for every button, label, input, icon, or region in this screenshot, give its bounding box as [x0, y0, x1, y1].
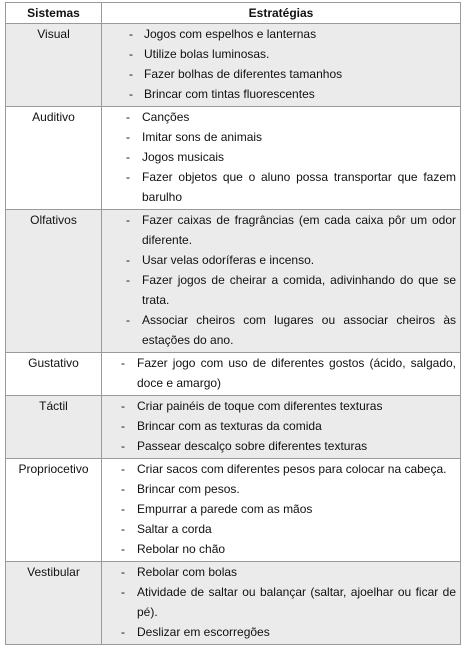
strategy-list: [102, 562, 460, 644]
bullet-dash-icon: -: [121, 625, 125, 639]
header-row: [6, 3, 461, 24]
bullet-dash-icon: -: [126, 213, 130, 227]
strategy-item: [126, 270, 456, 310]
strategy-item: [121, 353, 456, 393]
strategy-text: Fazer bolhas de diferentes tamanhos: [144, 67, 343, 81]
bullet-dash-icon: -: [121, 462, 125, 476]
system-name: Propriocetivo: [6, 459, 102, 562]
strategy-item: [121, 622, 456, 642]
bullet-dash-icon: -: [126, 110, 130, 124]
strategy-item: [121, 499, 456, 519]
bullet-dash-icon: -: [121, 585, 125, 599]
strategies-cell: [102, 459, 461, 562]
table-row: [6, 562, 461, 645]
strategy-item: [126, 167, 456, 207]
strategy-list: [102, 107, 460, 209]
strategy-text: Atividade de saltar ou balançar (saltar, ajoelhar ou ficar de pé).: [137, 585, 456, 619]
system-name: Táctil: [6, 396, 102, 459]
strategy-item: [121, 436, 456, 456]
bullet-dash-icon: -: [129, 47, 133, 61]
strategy-text: Criar painéis de toque com diferentes texturas: [137, 399, 383, 413]
table-row: [6, 107, 461, 210]
strategy-text: Imitar sons de animais: [142, 130, 263, 144]
strategy-text: Empurrar a parede com as mãos: [137, 502, 313, 516]
strategy-list: [102, 396, 460, 458]
strategy-text: Usar velas odoríferas e incenso.: [142, 253, 315, 267]
strategy-item: [121, 519, 456, 539]
strategy-item: [129, 64, 456, 84]
strategy-item: [126, 310, 456, 350]
table-row: [6, 396, 461, 459]
strategy-item: [121, 562, 456, 582]
strategy-item: [126, 250, 456, 270]
strategies-cell: [102, 24, 461, 107]
bullet-dash-icon: -: [121, 399, 125, 413]
strategy-text: Saltar a corda: [137, 522, 212, 536]
strategy-item: [129, 24, 456, 44]
bullet-dash-icon: -: [121, 356, 125, 370]
header-strategies: Estratégias: [102, 3, 461, 24]
bullet-dash-icon: -: [126, 170, 130, 184]
strategy-item: [126, 127, 456, 147]
strategy-text: Passear descalço sobre diferentes texturas: [137, 439, 368, 453]
table-row: [6, 210, 461, 353]
strategy-item: [121, 582, 456, 622]
system-name: Auditivo: [6, 107, 102, 210]
bullet-dash-icon: -: [121, 482, 125, 496]
strategy-text: Brincar com tintas fluorescentes: [144, 87, 315, 101]
system-name: Visual: [6, 24, 102, 107]
strategy-text: Rebolar no chão: [137, 542, 226, 556]
bullet-dash-icon: -: [121, 565, 125, 579]
strategy-text: Fazer jogos de cheirar a comida, adivinhando do que se trata.: [142, 273, 456, 307]
bullet-dash-icon: -: [121, 502, 125, 516]
bullet-dash-icon: -: [126, 150, 130, 164]
system-name: Gustativo: [6, 353, 102, 396]
strategy-text: Fazer jogo com uso de diferentes gostos (ácido, salgado, doce e amargo): [137, 356, 456, 390]
strategy-item: [126, 210, 456, 250]
strategy-list: [102, 24, 460, 106]
bullet-dash-icon: -: [129, 27, 133, 41]
bullet-dash-icon: -: [129, 67, 133, 81]
table-row: [6, 459, 461, 562]
bullet-dash-icon: -: [129, 87, 133, 101]
strategy-text: Brincar com pesos.: [137, 482, 240, 496]
strategy-text: Jogos musicais: [142, 150, 225, 164]
strategy-list: [102, 459, 460, 561]
strategy-text: Fazer objetos que o aluno possa transportar que fazem barulho: [142, 170, 456, 204]
bullet-dash-icon: -: [121, 542, 125, 556]
bullet-dash-icon: -: [126, 130, 130, 144]
strategy-item: [129, 84, 456, 104]
strategies-cell: [102, 396, 461, 459]
strategy-item: [121, 396, 456, 416]
strategy-item: [129, 44, 456, 64]
bullet-dash-icon: -: [126, 273, 130, 287]
strategy-text: Fazer caixas de fragrâncias (em cada caixa pôr um odor diferente.: [142, 213, 456, 247]
system-name: Olfativos: [6, 210, 102, 353]
bullet-dash-icon: -: [121, 439, 125, 453]
strategy-text: Rebolar com bolas: [137, 565, 238, 579]
strategy-text: Canções: [142, 110, 190, 124]
bullet-dash-icon: -: [126, 313, 130, 327]
bullet-dash-icon: -: [126, 253, 130, 267]
strategy-text: Deslizar em escorregões: [137, 625, 270, 639]
strategy-list: [102, 353, 460, 395]
strategies-cell: [102, 210, 461, 353]
strategy-text: Jogos com espelhos e lanternas: [144, 27, 317, 41]
system-name: Vestibular: [6, 562, 102, 645]
strategies-table: [5, 2, 461, 645]
strategy-item: [121, 416, 456, 436]
strategy-item: [126, 107, 456, 127]
strategy-text: Criar sacos com diferentes pesos para colocar na cabeça.: [137, 462, 447, 476]
strategy-item: [121, 539, 456, 559]
strategy-item: [121, 459, 456, 479]
table-row: [6, 24, 461, 107]
strategy-list: [102, 210, 460, 352]
strategies-cell: [102, 107, 461, 210]
strategies-cell: [102, 562, 461, 645]
strategy-text: Associar cheiros com lugares ou associar cheiros às estações do ano.: [142, 313, 456, 347]
strategy-item: [121, 479, 456, 499]
table-body: [6, 24, 461, 645]
bullet-dash-icon: -: [121, 419, 125, 433]
strategy-item: [126, 147, 456, 167]
bullet-dash-icon: -: [121, 522, 125, 536]
strategies-cell: [102, 353, 461, 396]
strategy-text: Brincar com as texturas da comida: [137, 419, 322, 433]
table-row: [6, 353, 461, 396]
header-systems: Sistemas: [6, 3, 102, 24]
strategy-text: Utilize bolas luminosas.: [144, 47, 270, 61]
